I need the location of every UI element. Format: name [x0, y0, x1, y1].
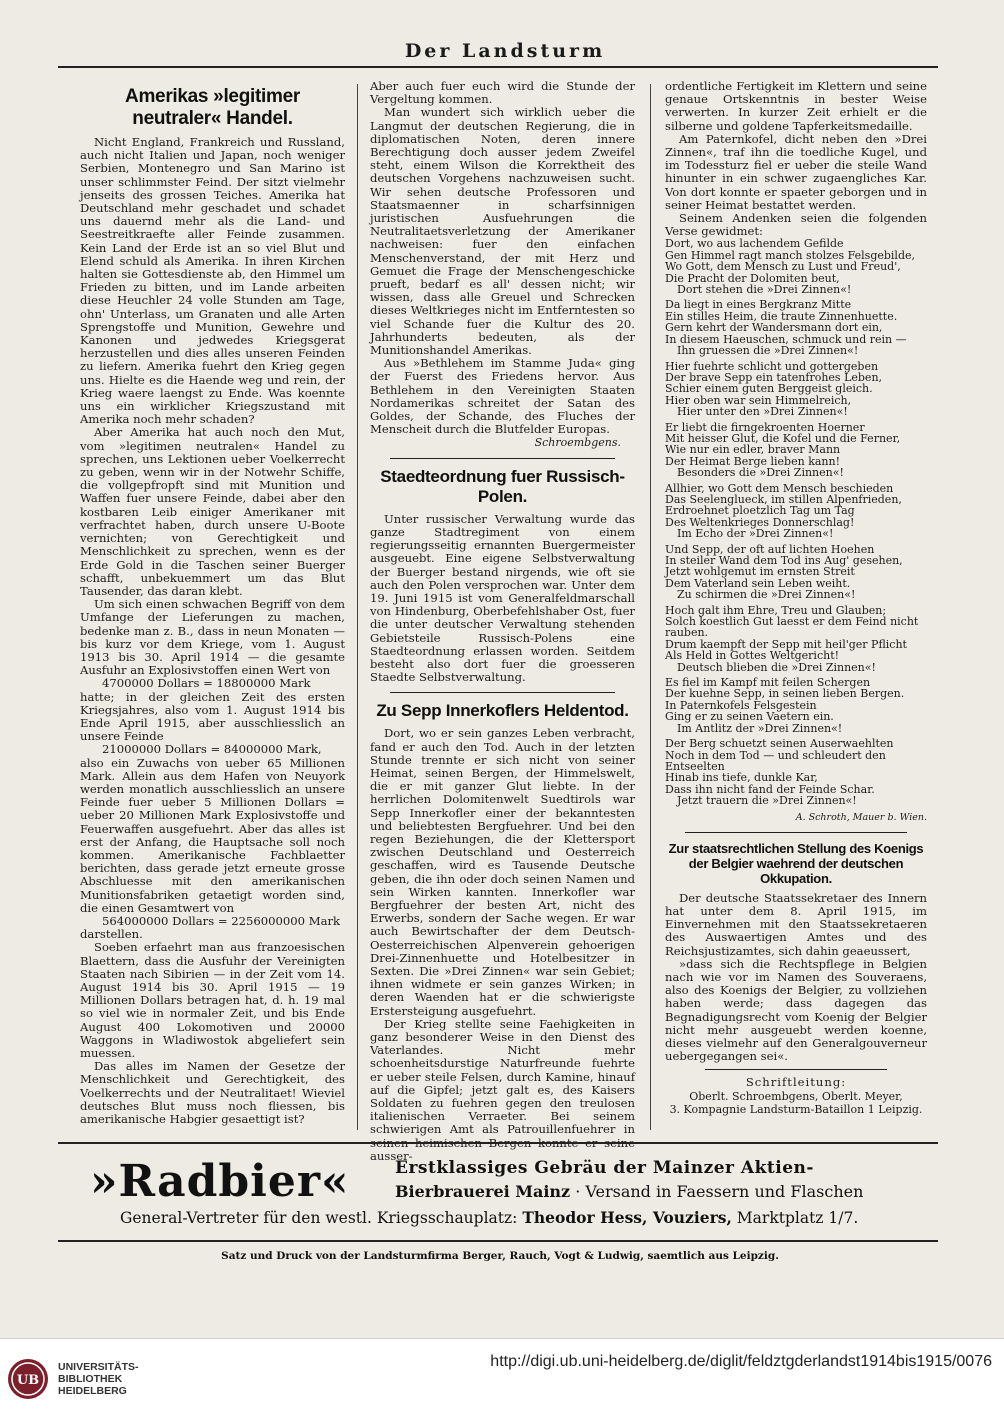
poem-line: Im Antlitz der »Drei Zinnen«!	[677, 721, 843, 735]
paragraph: Der deutsche Staatssekretaer des Innern hat unter dem 8. April 1915, im Einvernehmen mit den Staatssekretaeren des Auswaertigen Amtes und des Reichsjustizamtes, sich dahin geaeussert,	[665, 890, 927, 958]
ad-brand: »Radbier«	[90, 1156, 350, 1207]
paragraph: darstellen.	[80, 927, 143, 942]
poem-line: Mit heisser Glut, die Kofel und die Ferner,	[665, 431, 901, 445]
poem-line: Da liegt in eines Bergkranz Mitte	[665, 298, 852, 312]
library-name-line: BIBLIOTHEK	[58, 1373, 123, 1385]
poem-line: Wie nur ein edler, braver Mann	[665, 443, 841, 457]
poem-line: Der brave Sepp ein tatenfrohes Leben,	[665, 370, 883, 384]
poem-stanza	[665, 238, 927, 295]
library-name-line: HEIDELBERG	[58, 1385, 127, 1397]
paragraph: Aber Amerika hat auch noch den Mut, vom »legitimen neutralen« Handel zu sprechen, uns Lektionen ueber Voelkerrecht zu geben, wenn wir in der Notwehr Schiffe, die vollgepfropft sind mit Munition und Waffen fuer unsere Feinde, dabei aber den kostbaren Leib einiger Amerikaner mit verfrachtet haben, durch unsere U-Boote vernichten; von Gerechtigkeit und Menschlichkeit zu sprechen, wenn es der Erde Gold in die Taschen seiner Buerger schafft, unbekuemmert um das Blut Tausender, das daran klebt.	[80, 425, 345, 598]
poem-line: Er liebt die firngekroenten Hoerner	[665, 420, 865, 434]
masthead: Der Landsturm	[404, 40, 606, 62]
poem-stanza	[665, 299, 927, 356]
poem-stanza	[665, 483, 927, 540]
ad-agent-address: Marktplatz 1/7.	[731, 1209, 859, 1227]
poem-line: Hier oben war sein Himmelreich,	[665, 393, 852, 407]
paragraph: Um sich einen schwachen Begriff von dem Umfange der Lieferungen zu machen, bedenke man z. B., dass in neun Monaten — bis kurz vor dem Kriege, vom 1. August 1913 bis 30. April 1914 — die gesamte Ausfuhr an Explosivstoffen einen Wert von	[80, 597, 345, 678]
value-line: 564000000 Dollars = 2256000000 Mark	[102, 913, 341, 928]
poem-stanza	[665, 544, 927, 601]
paragraph: Aus »Bethlehem im Stamme Juda« ging der Fuerst des Friedens hervor. Aus Bethlehem in den Vereinigten Staaten Nordamerikas schreitet der Satan des Goldes, der Schande, des Fluches der Menscheit durch die Blutfelder Europas.	[370, 356, 635, 437]
poem-line: Im Echo der »Drei Zinnen«!	[677, 527, 834, 541]
poem-line: Hier unter den »Drei Zinnen«!	[677, 405, 848, 419]
section-rule	[685, 832, 907, 833]
section-rule	[390, 458, 615, 459]
poem-line: Das Seelenglueck, im stillen Alpenfrieden,	[665, 492, 902, 506]
poem-line: Die Pracht der Dolomiten beut,	[665, 271, 840, 285]
paragraph: Seinem Andenken seien die folgenden Verse gewidmet:	[665, 211, 927, 239]
column-2	[370, 79, 635, 1163]
poem-line: Deutsch blieben die »Drei Zinnen«!	[677, 660, 876, 674]
poem-line: Dem Vaterland sein Leben weiht.	[665, 576, 851, 590]
poem-stanza	[665, 738, 927, 806]
poem-line: Der Heimat Berge lieben kann!	[665, 454, 841, 468]
poem-line: Solch koestlich Gut laesst er dem Feind nicht	[665, 615, 919, 629]
advertisement	[80, 1150, 940, 1230]
poem	[665, 238, 927, 806]
printer-imprint: Satz und Druck von der Landsturmfirma Berger, Rauch, Vogt & Ludwig, saemtlich aus Leipzig.	[221, 1250, 779, 1262]
article-title-belgier: Zur staatsrechtlichen Stellung des Koenigs der Belgier waehrend der deutschen Okkupation.	[668, 840, 924, 886]
value-line: 21000000 Dollars = 84000000 Mark,	[102, 742, 322, 757]
poem-line: Hinab ins tiefe, dunkle Kar,	[665, 771, 818, 785]
poem-line: Gern kehrt der Wandersmann dort ein,	[665, 321, 883, 335]
paragraph: Man wundert sich wirklich ueber die Langmut der deutschen Regierung, die in diplomatischen Noten, deren innere Berechtigung doch ausser jedem Zweifel steht, einem Wilson die Korrektheit des deutschen Vorgehens nachzuweisen sucht. Wir sehen deutsche Professoren und Staatsmaenner in scharfsinnigen juristischen Ausfuehrungen die Neutralitaetsverletzung der Amerikaner nachweisen: fuer den einfachen Menschenverstand, der mit Herz und Gemuet die Frage der Menschengeschicke prueft, bedarf es all' dessen nicht; wir wissen, dass alle Greuel und Schrecken dieses Weltkrieges nicht im Entferntesten so viel Schande fuer die Kultur des 20. Jahrhunderts bedeuten, als der Munitionshandel Amerikas.	[370, 105, 635, 358]
ad-rule	[58, 1240, 938, 1242]
library-footer	[0, 1338, 1004, 1420]
article-title-innerkofler: Zu Sepp Innerkoflers Heldentod.	[376, 701, 629, 721]
ad-shipping: · Versand in Faessern und Flaschen	[570, 1182, 864, 1201]
paragraph: Dort, wo er sein ganzes Leben verbracht, fand er auch den Tod. Auch in der letzten Stunde trennte er sich nicht von seiner Heimat, seinen Bergen, der Himmelswelt, die er mit ganzer Glut liebte. In der herrlichen Dolomitenwelt Suedtirols war Sepp Innerkofler einer der bekanntesten und beliebtesten Bergfuehrer. Und bei den regen Beziehungen, die der Klettersport zwischen Deutschland und Oesterreich geschaffen, wird es Tausende Deutsche geben, die ihn oder doch seinen Namen und sein Wirken kannten. Innerkofler war Bergfuehrer der besten Art, nicht des Erwerbs, sondern der Sache wegen. Er war auch Bewirtschafter der dem Deutsch-Oesterreichischen Alpenverein gehoerigen Drei-Zinnenhuette und Hotelbesitzer in Sexten. Die »Drei Zinnen« war sein Gebiet; ihnen widmete er sein ganzes Wirken; in deren Waenden hat er die schwierigste Erstersteigung ausgefuehrt.	[370, 726, 635, 1018]
ad-brewery: Bierbrauerei Mainz	[395, 1182, 571, 1201]
poem-line: Als Held in Gottes Weltgericht!	[665, 649, 840, 663]
paragraph: »dass sich die Rechtspflege in Belgien nach wie vor im Namen des Souveraens, also des Koenigs der Belgier, zu vollziehen haben werde; dass dagegen das Begnadigungsrecht vom Koenig der Belgier nicht mehr ausgeuebt werden koenne, dieses vielmehr auf den Generalgouverneur uebergegangen sei«.	[665, 956, 927, 1064]
value-line: 4700000 Dollars = 18800000 Mark	[102, 676, 311, 691]
poem-line: Besonders die »Drei Zinnen«!	[677, 466, 844, 480]
article-title-amerikas: Amerikas »legitimer neutraler« Handel.	[125, 86, 300, 129]
editorial-credit: Oberlt. Schroembgens, Oberlt. Meyer,	[689, 1089, 903, 1103]
editorial-credit-title: Schriftleitung:	[745, 1075, 847, 1090]
svg-text:UB: UB	[16, 1373, 40, 1388]
poem-signature: A. Schroth, Mauer b. Wien.	[795, 811, 927, 823]
poem-line: Hoch galt ihm Ehre, Treu und Glauben;	[665, 603, 887, 617]
poem-stanza	[665, 677, 927, 734]
editorial-credit: 3. Kompagnie Landsturm-Bataillon 1 Leipzig.	[669, 1102, 923, 1116]
poem-stanza	[665, 605, 927, 673]
poem-line: Es fiel im Kampf mit feilen Schergen	[665, 676, 871, 690]
poem-line: Ging er zu seinen Vaetern ein.	[665, 710, 834, 724]
library-name-line: UNIVERSITÄTS-	[58, 1361, 139, 1373]
paragraph: Unter russischer Verwaltung wurde das ganze Stadtregiment von einem regierungsseitig ernannten Buergermeister ausgeuebt. Eine eigene Selbstverwaltung der Buerger bestand nirgends, wie oft sie auch den Polen versprochen war. Unter dem 19. Juni 1915 ist vom Generalfeldmarschall von Hindenburg, Oberbefehlshaber Ost, fuer die unter deutscher Verwaltung stehenden Gebietsteile Russisch-Polens eine Staedteordnung erlassen worden. Seitdem besteht also dort fuer die groesseren Staedte Selbstverwaltung.	[370, 511, 635, 685]
poem-line: In Paternkofels Felsgestein	[665, 698, 817, 712]
paragraph: also ein Zuwachs von ueber 65 Millionen Mark. Allein aus dem Hafen von Neuyork werden monatlich ausschliesslich an unsere Feinde fuer ueber 5 Millionen Dollars = ueber 20 Millionen Mark Explosivstoffe und Feuerwaffen ausgefuehrt. Aber das alles ist erst der Anfang, die Hauptsache soll noch kommen. Amerikanische Fachblaetter berichten, dass gerade jetzt erneute grosse Abschluesse mit den amerikanischen Munitionsfabriken getaetigt worden sind, die einen Gesamtwert von	[80, 755, 345, 915]
paragraph: Am Paternkofel, dicht neben den »Drei Zinnen«, traf ihn die toedliche Kugel, und im Todessturz fiel er ueber die steile Wand hinunter in ein schwer zugaengliches Kar. Von dort konnte er spaeter geborgen und in seiner Heimat bestattet werden.	[665, 131, 927, 212]
poem-line: Und Sepp, der oft auf lichten Hoehen	[665, 542, 875, 556]
poem-line: Dort stehen die »Drei Zinnen«!	[677, 283, 852, 297]
paragraph: Das alles im Namen der Gesetze der Menschlichkeit und Gerechtigkeit, des Voelkerrechts und der Neutralitaet! Wieviel deutsches Blut muss noch fliessen, bis amerikanische Habgier gesaettigt ist?	[80, 1059, 345, 1127]
poem-line: In steiler Wand dem Tod ins Aug' gesehen,	[665, 554, 903, 567]
poem-line: Der kuehne Sepp, in seinen lieben Bergen.	[665, 687, 905, 701]
poem-line: Dass ihn nicht fand der Feinde Schar.	[665, 782, 875, 796]
ad-headline: Erstklassiges Gebräu der Mainzer Aktien-	[395, 1158, 814, 1178]
ad-agent-label: General-Vertreter für den westl. Kriegsschauplatz:	[120, 1209, 523, 1227]
article-title-staedteordnung: Staedteordnung fuer Russisch-Polen.	[380, 466, 625, 506]
paragraph: Aber auch fuer euch wird die Stunde der Vergeltung kommen.	[370, 79, 635, 107]
paragraph: Der Krieg stellte seine Faehigkeiten in ganz besonderer Weise in den Dienst des Vaterlandes. Nicht mehr schoenheitsdurstige Naturfreunde fuehrte er ueber steile Felsen, durch Kamine, hinauf auf die Gipfel; jetzt galt es, des Kaisers Soldaten zu fuehren gegen den treulosen italienischen Verraeter. Bei seinem schwierigen Amt als Patrouillenfuehrer in seinen heimischen Bergen konnte er seine ausser-	[370, 1016, 635, 1163]
ad-rule	[58, 1142, 938, 1144]
poem-line: Schier einem guten Berggeist gleich.	[665, 382, 873, 396]
paragraph: Soeben erfaehrt man aus franzoesischen Blaettern, dass die Ausfuhr der Vereinigten Staaten nach Sibirien — in der Zeit vom 14. August 1914 bis 30. April 1915 — 19 Millionen Dollars betragen hat, d. h. 19 mal so viel wie in normaler Zeit, und bis Ende August 400 Lokomotiven und 20000 Waggons in Wladiwostok abgeliefert sein muessen.	[80, 940, 345, 1061]
column-divider	[650, 84, 651, 1130]
paragraph: hatte; in der gleichen Zeit des ersten Kriegsjahres, also vom 1. August 1914 bis Ende April 1915, aber ausschliesslich an unsere Feinde	[80, 689, 345, 744]
poem-stanza	[665, 422, 927, 479]
source-url-link[interactable]: http://digi.ub.uni-heidelberg.de/diglit/feldztgderlandst1914bis1915/0076	[490, 1353, 992, 1370]
poem-line: rauben.	[665, 626, 709, 640]
university-seal-icon	[6, 1357, 50, 1401]
ad-agent-line	[120, 1208, 858, 1227]
paragraph: ordentliche Fertigkeit im Klettern und seine genaue Ortskenntnis in bester Weise verwerten. In kurzer Zeit erhielt er die silberne und goldene Tapferkeitsmedaille.	[665, 79, 927, 133]
paragraph: Nicht England, Frankreich und Russland, auch nicht Italien und Japan, noch weniger Serbien, Montenegro und San Marino ist unser schlimmster Feind. Der sitzt vielmehr jenseits des grossen Teiches. Amerika hat Deutschland mehr geschadet und schadet uns dauernd mehr als die Land- und Seestreitkraefte aller Feinde zusammen. Kein Land der Erde ist an so viel Blut und Elend schuld als Amerika. In ihren Kirchen halten sie Gottesdienste ab, den Himmel um Frieden zu bitten, und im Lande arbeiten diese Heuchler 24 volle Stunden am Tage, ohn' Unterlass, um Granaten und alle Arten Sprengstoffe und Munition, Gewehre und Kanonen und jedwedes Kriegsgerat herzustellen und dies alles unseren Feinden zu liefern. Amerika fuehrt den Krieg gegen uns. Hielte es die Haende weg und rein, der Krieg waere laengst zu Ende. Was koennte uns ein wirklicher Kriegszustand mit Amerika noch mehr schaden?	[80, 135, 345, 427]
poem-line: Allhier, wo Gott dem Mensch beschieden	[665, 481, 894, 495]
poem-line: Jetzt wohlgemut im ernsten Streit	[665, 565, 855, 579]
poem-line: Zu schirmen die »Drei Zinnen«!	[677, 588, 856, 602]
column-3	[665, 80, 927, 1130]
author-signature: Schroembgens.	[534, 436, 621, 450]
poem-line: Des Weltenkrieges Donnerschlag!	[665, 515, 855, 529]
poem-line: Jetzt trauern die »Drei Zinnen«!	[677, 794, 857, 808]
poem-line: Wo Gott, dem Mensch zu Lust und Freud',	[665, 260, 901, 274]
column-1	[80, 80, 345, 1130]
section-rule	[390, 692, 615, 693]
poem-line: Ihn gruessen die »Drei Zinnen«!	[677, 344, 859, 358]
poem-line: Drum kaempft der Sepp mit heil'ger Pflicht	[665, 637, 907, 651]
section-rule	[705, 1069, 887, 1070]
library-name	[58, 1361, 139, 1397]
poem-line: Ein stilles Heim, die traute Zinnenhuette.	[665, 309, 898, 323]
poem-line: Gen Himmel ragt manch stolzes Felsgebilde,	[665, 248, 915, 262]
masthead-rule	[58, 66, 938, 68]
poem-line: Hier fuehrte schlicht und gottergeben	[665, 359, 879, 373]
poem-line: Erdroehnet ploetzlich Tag um Tag	[665, 504, 855, 518]
column-divider	[357, 84, 358, 1130]
ad-subline	[395, 1182, 863, 1201]
poem-line: In diesem Haeuschen, schmuck und rein —	[665, 332, 907, 346]
poem-line: Dort, wo aus lachendem Gefilde	[665, 237, 844, 251]
ad-agent-name: Theodor Hess, Vouziers,	[522, 1208, 732, 1227]
poem-line: Noch in dem Tod — und schleudert den Entseelten	[665, 748, 886, 773]
poem-line: Der Berg schuetzt seinen Auserwaehlten	[665, 737, 894, 751]
poem-stanza	[665, 361, 927, 418]
